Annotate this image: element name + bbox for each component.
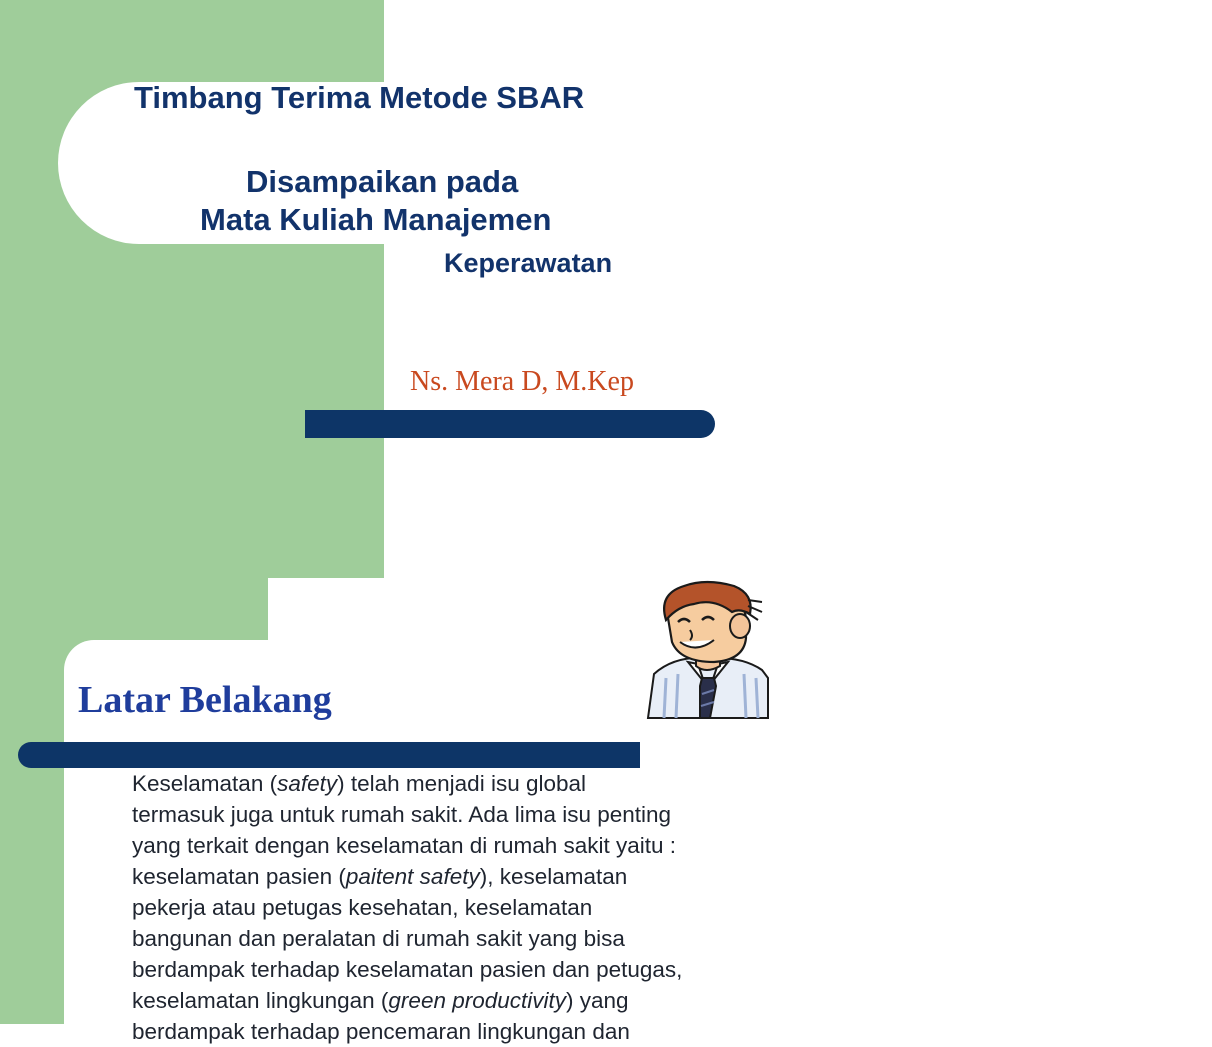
subtitle-line-3: Keperawatan (444, 248, 613, 278)
author-name: Ns. Mera D, M.Kep (410, 366, 634, 397)
body-line (132, 861, 764, 892)
text-segment: keselamatan pasien ( (132, 864, 346, 889)
body-text (132, 768, 764, 1047)
body-line (132, 830, 764, 861)
text-segment: Keselamatan ( (132, 771, 278, 796)
text-segment: bangunan dan peralatan di rumah sakit yang bisa (132, 926, 625, 951)
decorative-bar (305, 410, 715, 438)
section-heading: Latar Belakang (78, 679, 332, 721)
italic-term: paitent safety (345, 864, 480, 889)
body-line (132, 923, 764, 954)
body-line (132, 1016, 764, 1047)
text-segment: berdampak terhadap keselamatan pasien dan petugas, (132, 957, 683, 982)
smiling-man-icon (644, 578, 768, 718)
body-line (132, 954, 764, 985)
subtitle-line-1: Disampaikan pada (246, 164, 519, 199)
text-segment: yang terkait dengan keselamatan di rumah sakit yaitu : (132, 833, 677, 858)
text-segment: ), keselamatan (479, 864, 628, 889)
text-segment: termasuk juga untuk rumah sakit. Ada lima isu penting (132, 802, 672, 827)
body-line (132, 768, 764, 799)
body-line (132, 799, 764, 830)
italic-term: safety (277, 771, 338, 796)
text-segment: pekerja atau petugas kesehatan, keselamatan (132, 895, 593, 920)
text-segment: berdampak terhadap pencemaran lingkungan dan (132, 1019, 630, 1044)
subtitle-line-2: Mata Kuliah Manajemen (200, 202, 552, 237)
italic-term: green productivity (388, 988, 567, 1013)
text-segment: ) yang (566, 988, 629, 1013)
text-segment: keselamatan lingkungan ( (132, 988, 389, 1013)
body-line (132, 892, 764, 923)
body-line (132, 985, 764, 1016)
slide-title: Timbang Terima Metode SBAR (134, 80, 585, 115)
text-segment: ) telah menjadi isu global (337, 771, 587, 796)
title-slide (0, 0, 768, 578)
decorative-bar (18, 742, 640, 768)
content-slide (0, 578, 768, 1044)
